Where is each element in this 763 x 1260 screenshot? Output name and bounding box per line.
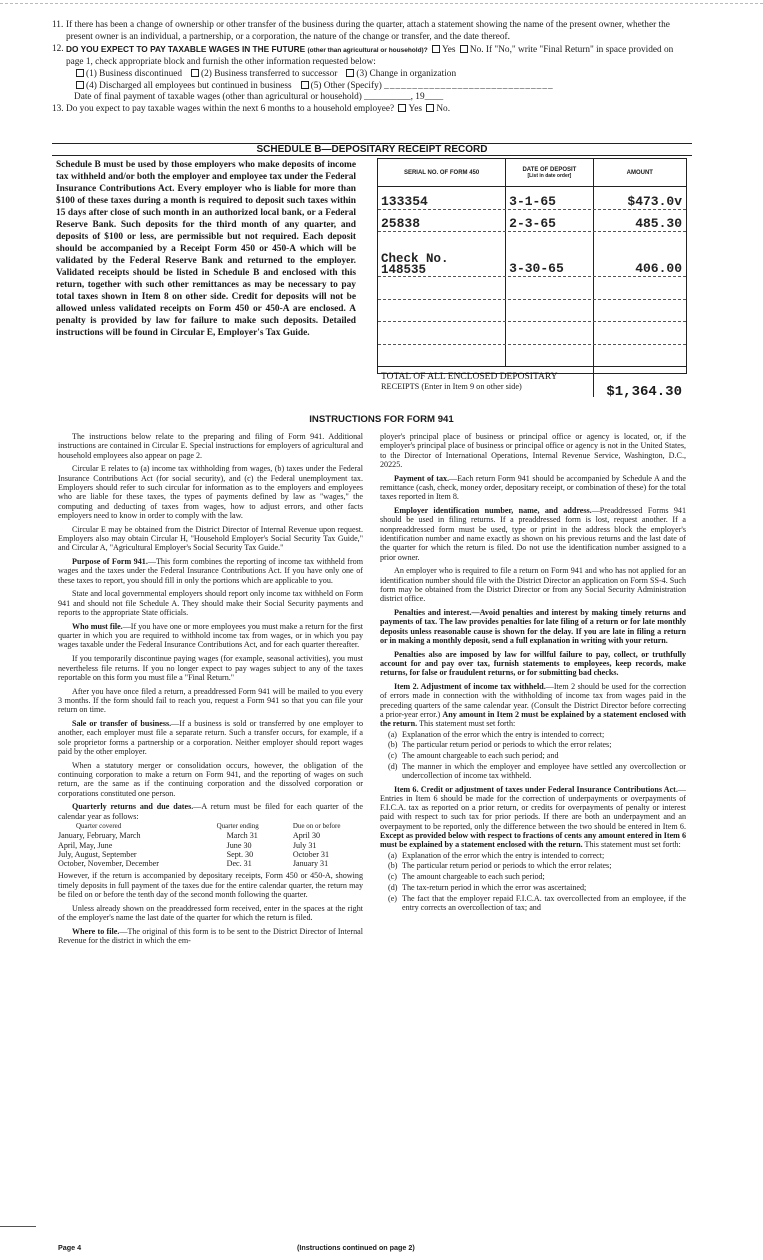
date-cell[interactable]: 2-3-65 bbox=[506, 210, 593, 232]
qt-due: April 30 bbox=[292, 831, 321, 841]
para-penalties bbox=[380, 608, 686, 645]
para-state-local: State and local governmental employers should report only income tax withheld on Form 941 and should not file Schedule A. They should make their Social Security payments and reports to the appropriate State officials. bbox=[58, 589, 363, 618]
para-item6 bbox=[380, 785, 686, 850]
col-serial-header bbox=[378, 159, 506, 186]
list-item bbox=[380, 730, 686, 739]
para-circular-e: Circular E relates to (a) income tax withholding from wages, (b) taxes under the Federal Insurance Contributions Act (for social security), and (c) the Federal unemployment tax. Employers should refer to such circular for information as to the employers and employees who are liable for these taxes, the types of payments defined by law as "wages," the computing and deducting of taxes from wages, how to adjust errors, and other facts employers need to know in order to comply with the law. bbox=[58, 464, 363, 520]
q13-yes-label: Yes bbox=[408, 104, 423, 115]
quarter-table-header bbox=[58, 822, 363, 831]
col-amount-header bbox=[594, 159, 686, 186]
q12-no-label: No. bbox=[469, 44, 484, 55]
para-penalties-also: Penalties also are imposed by law for willful failure to pay, collect, or truthfully account for and pay over tax, furnish statements to employees, keep records, make returns, for false or fraudulent returns, or for submitting bad checks. bbox=[380, 649, 686, 678]
date-cell[interactable] bbox=[506, 277, 593, 299]
instructions-left-column bbox=[58, 432, 363, 950]
col-serial-label: SERIAL NO. OF FORM 450 bbox=[403, 169, 480, 176]
amount-cell[interactable] bbox=[594, 300, 686, 322]
para-quarterly bbox=[58, 802, 363, 821]
qt-ending: Dec. 31 bbox=[226, 859, 252, 869]
question-12 bbox=[52, 44, 692, 105]
list-item bbox=[380, 894, 686, 913]
final-payment-date[interactable] bbox=[52, 92, 692, 104]
item2-end: This statement must set forth: bbox=[419, 719, 516, 729]
qt-due: July 31 bbox=[292, 840, 317, 850]
para-sale-transfer bbox=[58, 719, 363, 756]
question-12-number: 12. bbox=[52, 43, 64, 54]
q13-yes-checkbox[interactable] bbox=[398, 104, 406, 112]
item6-bold: Except as provided below with respect to fractions of cents any amount entered in Item 6 must be explained by a statement enclosed with the return. bbox=[380, 831, 686, 850]
qt-ending: Sept. 30 bbox=[226, 849, 254, 859]
instructions-right-column bbox=[380, 432, 686, 914]
final-date-text: Date of final payment of taxable wages (other than agricultural or household) __________, 19____ bbox=[74, 92, 444, 103]
total-amount[interactable]: $1,364.30 bbox=[606, 384, 682, 400]
list-text: The amount chargeable to each such period; bbox=[402, 872, 545, 882]
table-row bbox=[58, 831, 363, 840]
amount-cell[interactable] bbox=[594, 322, 686, 344]
opt3-checkbox[interactable] bbox=[346, 69, 354, 77]
purpose-text: —This form combines the reporting of income tax withheld from wages and the taxes under the Federal Insurance Contributions Act. If you have only one of these taxes to report, you should fill in only the portions which are applicable to you. bbox=[58, 557, 363, 585]
serial-cell[interactable] bbox=[378, 277, 506, 299]
para-where-to-file bbox=[58, 927, 363, 946]
qt-quarter: July, August, September bbox=[58, 849, 137, 859]
qt-quarter: April, May, June bbox=[58, 840, 113, 850]
qt-due: January 31 bbox=[292, 859, 329, 869]
para-merger: When a statutory merger or consolidation occurs, however, the obligation of the continuing corporation to make a return on Form 941, and the reporting of wages on such return, are the same as if the continuing corporation and the dissolved corporation or corporations constituted one person. bbox=[58, 760, 363, 798]
qt-quarter: October, November, December bbox=[58, 859, 159, 869]
item6-end: This statement must set forth: bbox=[584, 840, 681, 850]
amount-cell[interactable] bbox=[594, 277, 686, 299]
date-cell[interactable] bbox=[506, 322, 593, 344]
date-cell[interactable] bbox=[506, 345, 593, 367]
list-marker: (c) bbox=[388, 751, 397, 761]
col-date-header bbox=[506, 159, 593, 186]
question-11-text: If there has been a change of ownership or other transfer of the business during the quarter, attach a statement showing the name of the present owner, whether the present owner is an individual, a partnership, or a corporation, the nature of the change or transfer, and the date thereof. bbox=[66, 20, 670, 42]
table-row[interactable] bbox=[378, 300, 686, 323]
list-marker: (d) bbox=[388, 883, 398, 893]
opt2-label: (2) Business transferred to successor bbox=[201, 68, 338, 79]
amount-cell[interactable]: 406.00 bbox=[635, 261, 683, 276]
who-must-file-text: —If you have one or more employees you must make a return for the first quarter in which you are required to withhold income tax from wages, or in which you pay wages taxable under the Federal Insurance Contributions Act, and for each quarter thereafter. bbox=[58, 621, 363, 650]
list-item bbox=[380, 762, 686, 781]
table-row[interactable] bbox=[378, 187, 686, 210]
para-ss4: An employer who is required to file a return on Form 941 and who has not applied for an identification number should file with the District Director an application on Form SS-4. Such form may be obtained from the District Director or from any Social Security Administration district office. bbox=[380, 566, 686, 604]
schedule-b-heading: SCHEDULE B—DEPOSITARY RECEIPT RECORD bbox=[52, 143, 692, 156]
top-questions bbox=[52, 20, 692, 116]
list-marker: (c) bbox=[388, 872, 397, 882]
amount-cell[interactable]: 485.30 bbox=[635, 216, 683, 231]
qt-ending: March 31 bbox=[226, 831, 258, 841]
list-marker: (b) bbox=[388, 861, 398, 871]
date-cell[interactable]: 3-1-65 bbox=[506, 187, 593, 209]
total-label-line2: RECEIPTS (Enter in Item 9 on other side) bbox=[381, 382, 522, 391]
table-row[interactable] bbox=[378, 210, 686, 233]
para-preaddressed: After you have once filed a return, a preaddressed Form 941 will be mailed to you every 3 months. If the form should fail to reach you, request a Form 941 so that you can file your return on time. bbox=[58, 686, 363, 715]
qt-header-due: Due on or before bbox=[292, 821, 341, 830]
list-marker: (e) bbox=[388, 893, 397, 903]
list-text: The manner in which the employer and employee have settled any overcollection or undercollection of income tax withheld. bbox=[402, 762, 686, 781]
list-item bbox=[380, 740, 686, 749]
serial-cell[interactable]: 25838 bbox=[378, 210, 506, 232]
opt3-label: (3) Change in organization bbox=[356, 68, 457, 79]
table-row[interactable] bbox=[378, 345, 686, 368]
schedule-b-instructions: Schedule B must be used by those employers who make deposits of income tax withheld and/or both the employer and employee tax under the Federal Insurance Contributions Act. Every employer who is liable for more than $100 of these taxes during a month is required to deposit such taxes within 15 days after close of such month in an authorized local bank, or a Federal Reserve Bank. Such deposits for the third month of any quarter, and deposits of $100 or less, are permissible but not required. Each deposit should be accompanied by a Receipt Form 450 or 450-A which will be validated by the Federal Reserve Bank and returned to the employer. Validated receipts should be listed in Schedule B and enclosed with this return, together with such other remittances as may be necessary to pay total taxes shown in Item 8 on other side. Credit for deposits will not be allowed unless validated receipts on Form 450 or 450-A are enclosed. A penalty is provided by law for failure to make such deposits. Detailed instructions will be found in Circular E, Employer's Tax Guide. bbox=[56, 160, 356, 338]
total-label-line1: TOTAL OF ALL ENCLOSED DEPOSITARY bbox=[381, 372, 558, 382]
para-circular-obtain: Circular E may be obtained from the District Director of Internal Revenue upon request. Employers also may obtain Circular H, "Household Employer's Social Security Tax Guide," and Circular A, "Agricultural Employer's Social Security Tax Guide." bbox=[58, 524, 363, 553]
table-row bbox=[58, 859, 363, 868]
para-purpose bbox=[58, 557, 363, 585]
opt1-checkbox[interactable] bbox=[76, 69, 84, 77]
list-item bbox=[380, 861, 686, 870]
item2-bold: Any amount in Item 2 must be explained by a statement enclosed with the return. bbox=[380, 710, 686, 729]
question-11 bbox=[52, 20, 692, 44]
para-who-must-file bbox=[58, 622, 363, 650]
depositary-receipt-table bbox=[377, 158, 687, 400]
table-row[interactable] bbox=[378, 322, 686, 345]
list-text: Explanation of the error which the entry is intended to correct; bbox=[402, 850, 605, 860]
para-ein bbox=[380, 506, 686, 562]
serial-cell[interactable] bbox=[378, 300, 506, 322]
sale-heading: Sale or transfer of business. bbox=[72, 719, 172, 729]
q13-no-checkbox[interactable] bbox=[426, 104, 434, 112]
q12-no-checkbox[interactable] bbox=[460, 45, 468, 53]
serial-cell[interactable]: 133354 bbox=[378, 187, 506, 209]
list-text: The particular return period or periods to which the error relates; bbox=[402, 861, 612, 871]
payment-heading: Payment of tax. bbox=[394, 473, 450, 483]
col-amount-label: AMOUNT bbox=[626, 169, 653, 176]
list-marker: (b) bbox=[388, 740, 398, 750]
purpose-heading: Purpose of Form 941. bbox=[72, 557, 148, 567]
table-row[interactable] bbox=[378, 232, 686, 277]
para-temporarily: If you temporarily discontinue paying wages (for example, seasonal activities), you must nevertheless file returns. If you no longer expect to pay wages subject to any of the taxes reportable on this form you must file a "Final Return." bbox=[58, 654, 363, 682]
question-12-rest: If "No," write "Final Return" in space provided on page 1, check appropriate block and furnish the other information requested below: bbox=[66, 44, 674, 67]
para-unless: Unless already shown on the preaddressed form received, enter in the spaces at the right of the employer's name the last date of the quarter for which the return is filed. bbox=[58, 903, 363, 923]
qt-header-ending: Quarter ending bbox=[216, 821, 259, 830]
q13-no-label: No. bbox=[436, 104, 451, 115]
date-cell[interactable] bbox=[506, 300, 593, 322]
sale-text: —If a business is sold or transferred by one employer to another, each employer must file a separate return. Such a transfer occurs, for example, if a sole proprietor forms a partnership or a corporation. Neither employer should report wages paid by the other employer. bbox=[58, 719, 363, 756]
page-number: Page 4 bbox=[58, 1243, 82, 1252]
penalties-heading: Penalties and interest. bbox=[394, 608, 472, 618]
check-label: Check No. bbox=[381, 252, 449, 266]
ein-heading: Employer identification number, name, and address. bbox=[394, 506, 592, 516]
q12-options-row1 bbox=[52, 69, 692, 81]
list-marker: (d) bbox=[388, 762, 398, 771]
list-item bbox=[380, 872, 686, 881]
qt-due: October 31 bbox=[292, 849, 330, 859]
amount-cell[interactable]: $473.0v bbox=[627, 193, 683, 209]
item6-text: —Entries in Item 6 should be made for the correction of underpayments or overpayments of F.I.C.A. tax as reported on a prior return, or credits for overpayments of penalty or interest paid with respect to such tax for prior periods. If there are both an underpayment and an overpayment to be reported, only the difference between the two should be entered in Item 6. bbox=[380, 784, 686, 831]
ein-text: —Preaddressed Forms 941 should be used in filing returns. If a preaddressed form is lost, request another. If a nonpreaddressed form must be used, type or print in the address block the employer's identification number and name exactly as shown on his previous returns and the last date of the quarter for which the return is filed. Do not use the identification number assigned to a prior owner. bbox=[380, 506, 686, 562]
q12-yes-checkbox[interactable] bbox=[432, 45, 440, 53]
question-12-paren: (other than agricultural or household)? bbox=[307, 46, 428, 54]
table-header bbox=[378, 159, 686, 187]
where-text: —The original of this form is to be sent to the District Director of Internal Revenue for the district in which the em- bbox=[58, 926, 363, 946]
opt1-label: (1) Business discontinued bbox=[86, 68, 183, 79]
list-text: The particular return period or periods to which the error relates; bbox=[402, 740, 612, 750]
qt-quarter: January, February, March bbox=[58, 831, 141, 841]
total-label bbox=[378, 367, 594, 397]
para-payment bbox=[380, 474, 686, 502]
opt2-checkbox[interactable] bbox=[191, 69, 199, 77]
para-however: However, if the return is accompanied by depositary receipts, Form 450 or 450-A, showing timely deposits in full payment of the taxes due for the entire calendar quarter, the return may be filed on or before the tenth day of the second month following the quarter. bbox=[58, 871, 363, 900]
who-must-file-heading: Who must file. bbox=[72, 621, 123, 631]
opt4-checkbox[interactable] bbox=[76, 81, 84, 89]
total-row bbox=[378, 367, 686, 400]
instructions-title: INSTRUCTIONS FOR FORM 941 bbox=[309, 414, 454, 425]
list-item bbox=[380, 851, 686, 860]
serial-cell[interactable] bbox=[378, 322, 506, 344]
payment-text: —Each return Form 941 should be accompanied by Schedule A and the remittance (cash, check, money order, depositary receipt, or combination of these) for the total taxes reported in Item 8. bbox=[380, 473, 686, 502]
list-text: The fact that the employer repaid F.I.C.A. tax overcollected from an employee, if the entry corrects an overcollection of tax; and bbox=[402, 893, 686, 913]
date-cell[interactable]: 3-30-65 bbox=[506, 232, 593, 276]
quarterly-text: —A return must be filed for each quarter of the calendar year as follows: bbox=[58, 802, 363, 821]
qt-ending: June 30 bbox=[226, 840, 252, 850]
question-13-number: 13. bbox=[52, 104, 64, 115]
quarter-due-table bbox=[58, 822, 363, 868]
quarterly-heading: Quarterly returns and due dates. bbox=[72, 802, 194, 812]
item2-text: —Item 2 should be used for the correction of errors made in connection with the withholding of income tax from wages paid in the preceding quarters of the same calendar year. (Consult the District Director before correcting a prior-year error.) bbox=[380, 682, 686, 720]
question-12-bold: DO YOU EXPECT TO PAY TAXABLE WAGES IN THE FUTURE bbox=[66, 43, 306, 54]
check-number: 148535 bbox=[381, 263, 427, 276]
table-row bbox=[58, 850, 363, 859]
amount-cell[interactable] bbox=[594, 345, 686, 367]
list-text: The amount chargeable to each such period; and bbox=[402, 751, 559, 761]
para-item2 bbox=[380, 682, 686, 728]
opt5-checkbox[interactable] bbox=[301, 81, 309, 89]
item6-heading: Item 6. Credit or adjustment of taxes under Federal Insurance Contributions Act. bbox=[394, 784, 678, 794]
list-text: Explanation of the error which the entry is intended to correct; bbox=[402, 729, 605, 739]
serial-cell[interactable] bbox=[378, 232, 506, 276]
col-date-sublabel: [List in date order] bbox=[527, 172, 572, 179]
table-row bbox=[58, 841, 363, 850]
question-13-text: Do you expect to pay taxable wages within the next 6 months to a household employee? bbox=[66, 104, 395, 115]
continued-note: (Instructions continued on page 2) bbox=[297, 1243, 415, 1252]
para-intro: The instructions below relate to the preparing and filing of Form 941. Additional instructions are contained in Circular E. Special instructions for employers of agricultural and household employees also appear on page 2. bbox=[58, 432, 363, 460]
opt4-label: (4) Discharged all employees but continued in business bbox=[86, 80, 292, 91]
list-item bbox=[380, 883, 686, 892]
list-marker: (a) bbox=[388, 850, 397, 860]
item2-heading: Item 2. Adjustment of income tax withheld. bbox=[394, 682, 546, 692]
page-top-edge bbox=[0, 3, 763, 4]
para-location: ployer's principal place of business or principal office or agency is located, or, if the employer's principal place of business or principal office or agency is not in the United States, to the Director of International Operations, Internal Revenue Service, Washington, D.C., 20225. bbox=[380, 432, 686, 469]
list-item bbox=[380, 751, 686, 760]
where-heading: Where to file. bbox=[72, 926, 120, 936]
penalties-text: —Avoid penalties and interest by making timely returns and payments of tax. The law provides penalties for late filing of a return or for late monthly deposits unless reasonable cause is shown for the delay. If you are late in filing a return or in making a monthly deposit, send a full explanation in writing with your return. bbox=[380, 608, 687, 645]
table-row[interactable] bbox=[378, 277, 686, 300]
q12-options-row2: (4) Discharged all employees but continued in business (5) Other (Specify) ______________________________ bbox=[52, 81, 692, 93]
list-marker: (a) bbox=[388, 729, 397, 739]
list-text: The tax-return period in which the error was ascertained; bbox=[402, 883, 587, 893]
serial-cell[interactable] bbox=[378, 345, 506, 367]
question-13 bbox=[52, 104, 692, 116]
margin-mark bbox=[0, 1226, 36, 1227]
question-11-number: 11. bbox=[52, 20, 64, 30]
opt5-label: (5) Other (Specify) bbox=[310, 80, 382, 91]
q12-yes-label: Yes bbox=[442, 44, 456, 55]
qt-header-quarter: Quarter covered bbox=[76, 821, 122, 830]
col-date-label: DATE OF DEPOSIT bbox=[522, 166, 577, 173]
